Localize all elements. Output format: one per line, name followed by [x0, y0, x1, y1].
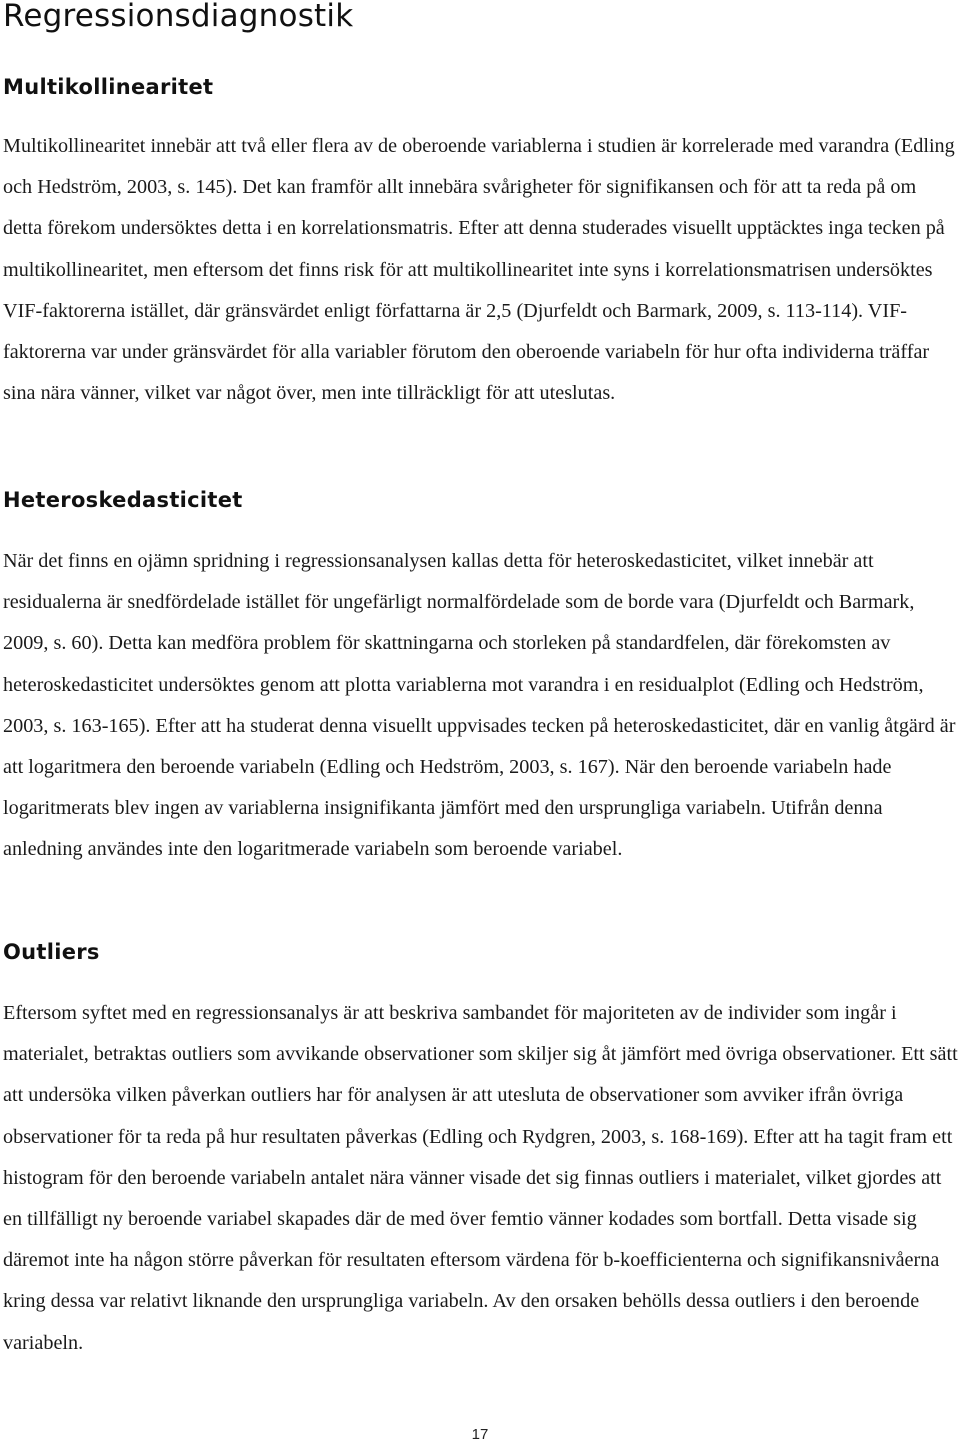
section-paragraph-multikollinearitet: Multikollinearitet innebär att två eller flera av de oberoende variablerna i studien är korrelerade med varandra (Edling och Hedström, 2003, s. 145). Det kan framför allt innebära svårigheter för signifikansen och för att ta reda på om detta förekom undersöktes detta i en korrelationsmatris. Efter att denna studerades visuellt upptäcktes inga tecken på multikollinearitet, men eftersom det finns risk för att multikollinearitet inte syns i korrelationsmatrisen undersöktes VIF-faktorerna istället, där gränsvärdet enligt författarna är 2,5 (Djurfeldt och Barmark, 2009, s. 113-114). VIF-faktorerna var under gränsvärdet för alla variabler förutom den oberoende variabeln för hur ofta individerna träffar sina nära vänner, vilket var något över, men inte tillräckligt för att uteslutas. — [3, 135, 955, 405]
page-title: Regressionsdiagnostik — [3, 0, 354, 34]
section-paragraph-heteroskedasticitet: När det finns en ojämn spridning i regressionsanalysen kallas detta för heteroskedasticitet, vilket innebär att residualerna är snedfördelade istället för ungefärligt normalfördelade som de borde vara (Djurfeldt och Barmark, 2009, s. 60). Detta kan medföra problem för skattningarna och storleken på standardfelen, där förekomsten av heteroskedasticitet undersöktes genom att plotta variablerna mot varandra i en residualplot (Edling och Hedström, 2003, s. 163-165). Efter att ha studerat denna visuellt uppvisades tecken på heteroskedasticitet, där en vanlig åtgärd är att logaritmera den beroende variabeln (Edling och Hedström, 2003, s. 167). När den beroende variabeln hade logaritmerats blev ingen av variablerna insignifikanta jämfört med den ursprungliga variabeln. Utifrån denna anledning användes inte den logaritmerade variabeln som beroende variabel. — [3, 550, 956, 861]
section-paragraph-outliers: Eftersom syftet med en regressionsanalys är att beskriva sambandet för majoriteten av de individer som ingår i materialet, betraktas outliers som avvikande observationer som skiljer sig åt jämfört med övriga observationer. Ett sätt att undersöka vilken påverkan outliers har för analysen är att utesluta de observationer som avviker ifrån övriga observationer för ta reda på hur resultaten påverkas (Edling och Rydgren, 2003, s. 168-169). Efter att ha tagit fram ett histogram för den beroende variabeln antalet nära vänner visade det sig finnas outliers i materialet, vilket gjordes att en tillfälligt ny beroende variabel skapades där de med över femtio vänner kodades som bortfall. Detta visade sig däremot inte ha någon större påverkan för resultaten eftersom värdena för b-koefficienterna och signifikansnivåerna kring dessa var relativt liknande den ursprungliga variabeln. Av den orsaken behölls dessa outliers i den beroende variabeln. — [3, 1002, 958, 1354]
section-heading-outliers: Outliers — [3, 940, 100, 964]
section-heading-heteroskedasticitet: Heteroskedasticitet — [3, 488, 243, 512]
section-heading-multikollinearitet: Multikollinearitet — [3, 75, 214, 99]
page-number: 17 — [471, 1426, 489, 1443]
